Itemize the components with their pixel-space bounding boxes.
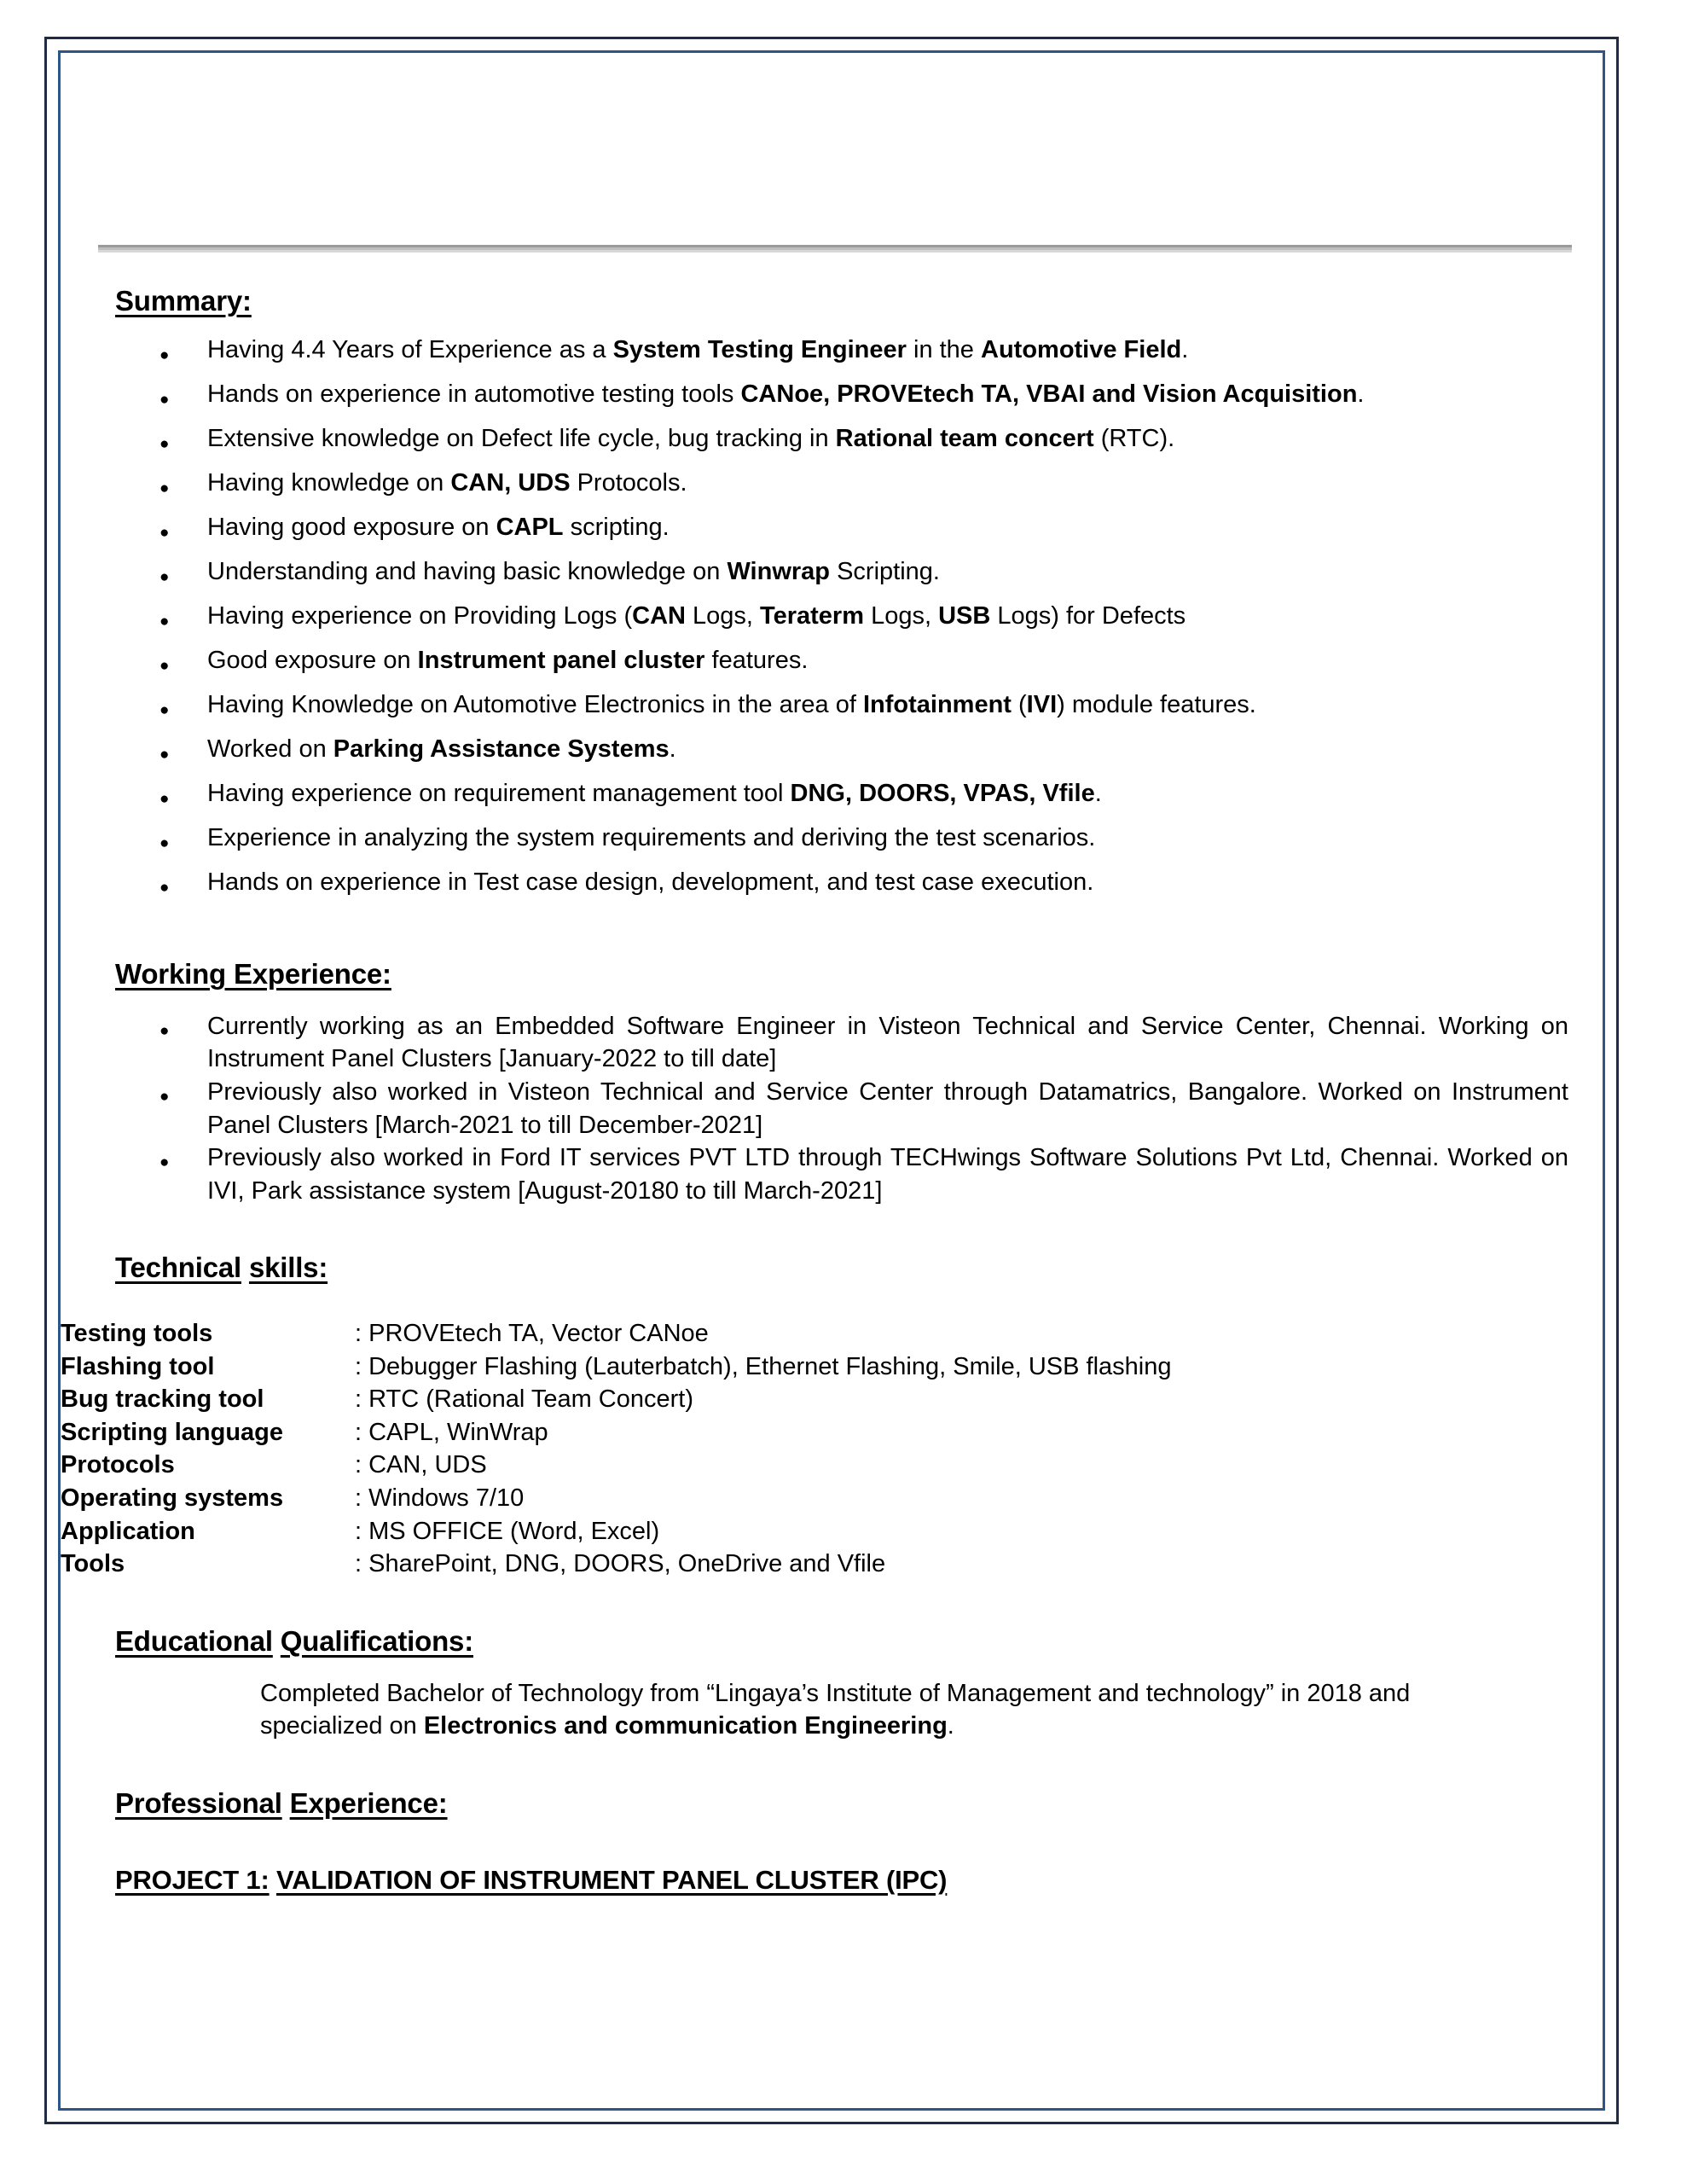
plain-text: in the xyxy=(906,335,981,363)
list-item xyxy=(61,692,1603,736)
table-row xyxy=(61,1383,1172,1416)
plain-text: Logs) for Defects xyxy=(990,601,1186,630)
list-item xyxy=(61,603,1603,648)
emphasis-text: Winwrap xyxy=(727,557,831,585)
plain-text: Previously also worked in Visteon Technical and Service Center through Datamatrics, Bangalore. Worked on Instrument Panel Clusters [March-2021 to till December-2021] xyxy=(207,1078,1568,1139)
table-row xyxy=(61,1350,1172,1384)
skill-value: : Debugger Flashing (Lauterbatch), Ethernet Flashing, Smile, USB flashing xyxy=(355,1352,1172,1380)
table-row xyxy=(61,1449,1172,1482)
emphasis-text: Instrument panel cluster xyxy=(417,646,705,674)
skill-value: : MS OFFICE (Word, Excel) xyxy=(355,1517,660,1545)
emphasis-text: IVI xyxy=(1026,690,1058,718)
plain-text: Hands on experience in automotive testing tools xyxy=(207,380,741,408)
document-page-border-inner xyxy=(58,50,1605,2111)
project-1-label: PROJECT 1: xyxy=(115,1864,270,1895)
list-item xyxy=(61,1010,1603,1076)
skill-value: : Windows 7/10 xyxy=(355,1484,525,1512)
document-header-area xyxy=(61,53,1603,245)
plain-text: scripting. xyxy=(563,513,670,541)
plain-text: . xyxy=(669,735,676,763)
list-item xyxy=(61,648,1603,692)
education-heading-text-1: Educational xyxy=(115,1624,273,1657)
emphasis-text: Infotainment xyxy=(862,690,1012,718)
plain-text: (RTC). xyxy=(1093,424,1175,452)
working-experience-heading-text: Working Experience: xyxy=(115,957,391,990)
skill-value: : CAN, UDS xyxy=(355,1451,487,1479)
plain-text: ( xyxy=(1011,690,1027,718)
plain-text: Having experience on requirement management tool xyxy=(207,779,791,807)
skill-label: Scripting language xyxy=(61,1418,284,1446)
professional-experience-heading-text-2: Experience: xyxy=(289,1786,448,1819)
header-divider-rule xyxy=(98,245,1572,253)
plain-text: Extensive knowledge on Defect life cycle, bug tracking in xyxy=(207,424,836,452)
plain-text: Understanding and having basic knowledge on xyxy=(207,557,728,585)
list-item xyxy=(61,559,1603,603)
document-page-border-outer xyxy=(44,37,1619,2124)
emphasis-text: Rational team concert xyxy=(835,424,1094,452)
emphasis-text: System Testing Engineer xyxy=(612,335,907,363)
skill-label: Tools xyxy=(61,1550,125,1578)
summary-heading-text: Summary: xyxy=(115,285,252,317)
technical-skills-table xyxy=(61,1317,1172,1581)
plain-text: features. xyxy=(704,646,809,674)
skill-label: Protocols xyxy=(61,1451,175,1479)
plain-text: Logs, xyxy=(864,601,939,630)
education-heading-text-2: Qualifications: xyxy=(280,1624,473,1657)
skill-label: Application xyxy=(61,1517,195,1545)
plain-text: . xyxy=(1181,335,1189,363)
plain-text: Completed Bachelor of Technology from “Lingaya’s Institute of Management and technology” in 2018 and specialized on xyxy=(260,1679,1411,1740)
skill-label: Operating systems xyxy=(61,1484,284,1512)
plain-text: Having knowledge on xyxy=(207,468,451,497)
list-item xyxy=(61,470,1603,514)
emphasis-text: Electronics and communication Engineering xyxy=(423,1712,948,1740)
emphasis-text: USB xyxy=(938,601,991,630)
skill-value: : PROVEtech TA, Vector CANoe xyxy=(355,1320,709,1348)
emphasis-text: Parking Assistance Systems xyxy=(333,735,670,763)
plain-text: Having Knowledge on Automotive Electronics in the area of xyxy=(207,690,863,718)
skill-value: : CAPL, WinWrap xyxy=(355,1418,548,1446)
table-row xyxy=(61,1515,1172,1548)
list-item xyxy=(61,736,1603,781)
skill-label: Flashing tool xyxy=(61,1352,215,1380)
professional-experience-heading xyxy=(61,1787,1603,1821)
table-row xyxy=(61,1317,1172,1350)
plain-text: ) module features. xyxy=(1057,690,1256,718)
skill-value: : RTC (Rational Team Concert) xyxy=(355,1385,694,1414)
emphasis-text: Automotive Field xyxy=(981,335,1182,363)
plain-text: Scripting. xyxy=(830,557,940,585)
plain-text: Previously also worked in Ford IT services PVT LTD through TECHwings Software Solutions Pvt Ltd, Chennai. Worked on IVI, Park assistance system [August-20180 to till March-2021] xyxy=(207,1144,1568,1205)
plain-text: Having good exposure on xyxy=(207,513,496,541)
working-experience-heading xyxy=(61,958,1603,991)
emphasis-text: CAPL xyxy=(496,513,564,541)
project-1-heading xyxy=(61,1865,1603,1896)
plain-text: Hands on experience in Test case design, development, and test case execution. xyxy=(207,868,1094,896)
list-item xyxy=(61,1141,1603,1207)
list-item xyxy=(61,337,1603,381)
plain-text: Experience in analyzing the system requirements and deriving the test scenarios. xyxy=(207,823,1096,851)
technical-skills-heading-text-1: Technical xyxy=(115,1252,241,1284)
document-content xyxy=(61,53,1603,2108)
plain-text: . xyxy=(947,1712,954,1740)
summary-bullet-list xyxy=(61,337,1603,914)
education-paragraph xyxy=(61,1677,1603,1743)
professional-experience-heading-text-1: Professional xyxy=(115,1786,282,1819)
table-row xyxy=(61,1416,1172,1449)
list-item xyxy=(61,381,1603,426)
skill-value: : SharePoint, DNG, DOORS, OneDrive and Vfile xyxy=(355,1550,886,1578)
plain-text: Logs, xyxy=(685,601,761,630)
technical-skills-heading xyxy=(61,1252,1603,1285)
plain-text: Protocols. xyxy=(570,468,687,497)
summary-heading xyxy=(61,285,1603,318)
table-row xyxy=(61,1482,1172,1515)
project-1-title: VALIDATION OF INSTRUMENT PANEL CLUSTER (IPC) xyxy=(276,1864,948,1895)
table-row xyxy=(61,1548,1172,1581)
list-item xyxy=(61,514,1603,559)
emphasis-text: CANoe, PROVEtech TA, VBAI and Vision Acquisition xyxy=(740,380,1358,408)
plain-text: Currently working as an Embedded Software Engineer in Visteon Technical and Service Center, Chennai. Working on Instrument Panel Clusters [January-2022 to till date] xyxy=(207,1012,1568,1073)
plain-text: Having 4.4 Years of Experience as a xyxy=(207,335,613,363)
emphasis-text: Teraterm xyxy=(760,601,865,630)
plain-text: . xyxy=(1357,380,1365,408)
skill-label: Bug tracking tool xyxy=(61,1385,264,1414)
list-item xyxy=(61,426,1603,470)
education-heading xyxy=(61,1625,1603,1658)
list-item xyxy=(61,1076,1603,1141)
emphasis-text: DNG, DOORS, VPAS, Vfile xyxy=(790,779,1095,807)
list-item xyxy=(61,781,1603,825)
skill-label: Testing tools xyxy=(61,1320,213,1348)
list-item xyxy=(61,825,1603,869)
plain-text: Worked on xyxy=(207,735,333,763)
emphasis-text: CAN xyxy=(632,601,686,630)
plain-text: Having experience on Providing Logs ( xyxy=(207,601,633,630)
plain-text: . xyxy=(1094,779,1102,807)
working-experience-bullet-list xyxy=(61,1010,1603,1207)
list-item xyxy=(61,869,1603,914)
plain-text: Good exposure on xyxy=(207,646,418,674)
emphasis-text: CAN, UDS xyxy=(450,468,571,497)
technical-skills-heading-text-2: skills: xyxy=(248,1252,328,1284)
